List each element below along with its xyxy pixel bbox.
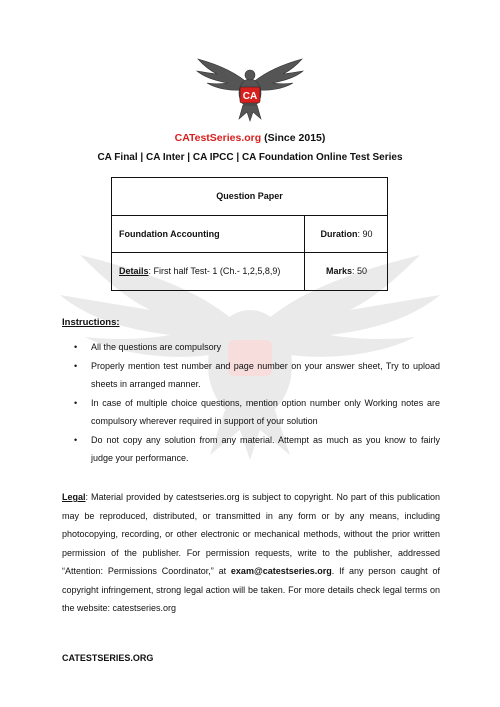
instruction-text: All the questions are compulsory	[91, 342, 222, 352]
list-item	[62, 394, 440, 430]
details-value: : First half Test- 1 (Ch.- 1,2,5,8,9)	[148, 266, 281, 276]
subject-name: Foundation Accounting	[119, 229, 220, 239]
legal-notice	[62, 488, 440, 618]
brand-name: CATestSeries.org	[174, 132, 262, 144]
bullet-icon: •	[74, 361, 78, 371]
bullet-icon: •	[74, 342, 78, 352]
table-row-details	[112, 253, 387, 290]
bullet-icon: •	[74, 398, 78, 408]
question-paper-title: Question Paper	[216, 191, 283, 201]
marks-cell	[306, 266, 387, 276]
marks-label: Marks	[325, 266, 352, 276]
bullet-icon: •	[74, 435, 78, 445]
list-item	[62, 357, 440, 393]
brand-line	[0, 132, 500, 144]
footer-site-name: CATESTSERIES.ORG	[62, 653, 154, 663]
table-column-divider	[304, 216, 305, 290]
logo-text: CA	[242, 91, 258, 102]
instructions-list	[62, 338, 440, 468]
duration-value: : 90	[357, 229, 373, 239]
instruction-text: In case of multiple choice questions, mention option number only Working notes are compulsory wherever required in support of your solution	[91, 398, 440, 426]
duration-label: Duration	[320, 229, 358, 239]
contact-email-link[interactable]: exam@catestseries.org	[230, 566, 332, 576]
details-cell	[119, 266, 280, 276]
instruction-text: Do not copy any solution from any material. Attempt as much as you know to fairly judge your performance.	[91, 435, 440, 463]
legal-text-after: . If any person caught of copyright infringement, strong legal action will be taken. For more details check legal terms on the website: catestseries.org	[62, 566, 441, 613]
marks-value: : 50	[352, 266, 368, 276]
list-item	[62, 431, 440, 467]
question-paper-table	[111, 177, 388, 291]
table-row-title	[112, 178, 387, 216]
duration-cell	[306, 229, 387, 239]
list-item	[62, 338, 440, 356]
brand-since: (Since 2015)	[264, 132, 326, 144]
instruction-text: Properly mention test number and page number on your answer sheet, Try to upload sheets in arranged manner.	[91, 361, 440, 389]
instructions-heading: Instructions:	[62, 317, 120, 328]
legal-text-before: : Material provided by catestseries.org is subject to copyright. No part of this publication may be reproduced, distributed, or transmitted in any form or by any means, including photocopying, recording, or other electronic or mechanical methods, without the prior written permission of the publisher. For permission requests, write to the publisher, addressed “Attention: Permissions Coordinator,” at	[62, 492, 440, 576]
details-label: Details	[119, 266, 149, 276]
tagline: CA Final | CA Inter | CA IPCC | CA Foundation Online Test Series	[97, 152, 403, 163]
legal-label: Legal	[62, 492, 86, 502]
catestseries-eagle-logo	[195, 55, 305, 123]
table-row-subject	[112, 216, 387, 253]
